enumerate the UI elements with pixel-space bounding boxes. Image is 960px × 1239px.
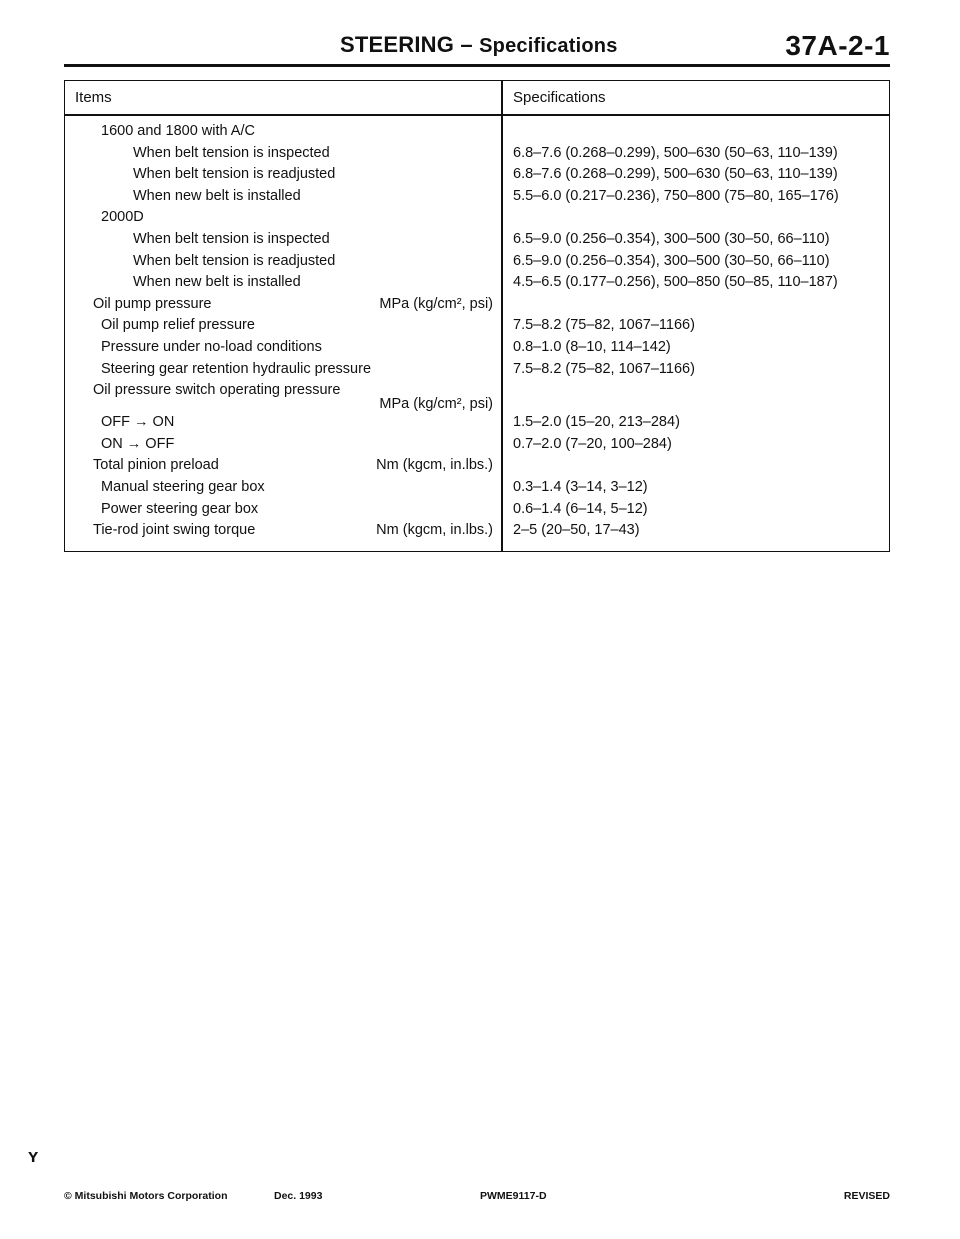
- row-item: 1600 and 1800 with A/C: [101, 123, 255, 139]
- row-item: ON → OFF: [101, 435, 175, 452]
- row-item: Oil pressure switch operating pressure: [93, 382, 341, 399]
- table-row: [65, 143, 889, 165]
- row-item: When new belt is installed: [133, 187, 301, 204]
- page-footer: [64, 1190, 890, 1210]
- title-separator: –: [454, 32, 480, 57]
- row-specification: 7.5–8.2 (75–82, 1067–1166): [513, 360, 695, 377]
- row-item: When new belt is installed: [133, 274, 301, 291]
- footer-date: Dec. 1993: [274, 1190, 323, 1202]
- section-subtitle: Specifications: [479, 35, 618, 57]
- column-header-items: Items: [75, 89, 112, 106]
- row-unit: MPa (kg/cm², psi): [379, 396, 493, 413]
- column-header-specifications: Specifications: [513, 89, 606, 106]
- table-row: [65, 315, 889, 337]
- table-body: [65, 121, 889, 542]
- row-specification: 7.5–8.2 (75–82, 1067–1166): [513, 317, 695, 334]
- row-item: Power steering gear box: [101, 500, 259, 517]
- row-item: OFF → ON: [101, 414, 175, 431]
- table-row: [65, 337, 889, 359]
- row-item: Oil pump relief pressure: [101, 317, 255, 334]
- row-specification: 5.5–6.0 (0.217–0.236), 750–800 (75–80, 165–176): [513, 187, 839, 204]
- row-specification: 6.5–9.0 (0.256–0.354), 300–500 (30–50, 66–110): [513, 252, 830, 269]
- footer-status: REVISED: [843, 1190, 890, 1202]
- header-row-rule: [65, 114, 889, 116]
- row-specification: 1.5–2.0 (15–20, 213–284): [513, 414, 680, 431]
- page-title: [340, 32, 618, 58]
- row-item: When belt tension is readjusted: [133, 166, 336, 183]
- row-unit: MPa (kg/cm², psi): [379, 295, 493, 312]
- row-specification: 0.7–2.0 (7–20, 100–284): [513, 435, 672, 452]
- corner-mark: ʏ: [28, 1146, 39, 1166]
- row-unit: Nm (kgcm, in.lbs.): [376, 457, 493, 474]
- table-row: [65, 434, 889, 456]
- row-item: Tie-rod joint swing torque: [93, 522, 256, 539]
- row-specification: 6.5–9.0 (0.256–0.354), 300–500 (30–50, 66–110): [513, 230, 830, 247]
- row-specification: 0.6–1.4 (6–14, 5–12): [513, 500, 648, 517]
- row-item: When belt tension is readjusted: [133, 252, 336, 269]
- table-row: [65, 477, 889, 499]
- row-specification: 6.8–7.6 (0.268–0.299), 500–630 (50–63, 110–139): [513, 144, 838, 161]
- row-unit: Nm (kgcm, in.lbs.): [376, 522, 493, 539]
- row-specification: 4.5–6.5 (0.177–0.256), 500–850 (50–85, 110–187): [513, 274, 838, 291]
- row-item: 2000D: [101, 209, 144, 226]
- table-row: [65, 229, 889, 251]
- row-item: Steering gear retention hydraulic pressure: [101, 360, 372, 377]
- table-row: [65, 499, 889, 521]
- table-row: [65, 272, 889, 294]
- section-title: STEERING: [340, 32, 455, 57]
- table-row: [65, 380, 889, 412]
- page-header: [64, 30, 890, 64]
- row-item: When belt tension is inspected: [133, 144, 330, 161]
- header-rule: [64, 64, 890, 67]
- table-row: [65, 207, 889, 229]
- page-number: 37A-2-1: [785, 30, 890, 61]
- table-row: [65, 164, 889, 186]
- table-row: [65, 186, 889, 208]
- table-row: [65, 455, 889, 477]
- footer-document-code: PWME9117-D: [480, 1190, 547, 1202]
- row-item: Total pinion preload: [93, 457, 219, 474]
- table-row: [65, 121, 889, 143]
- row-item: Oil pump pressure: [93, 295, 212, 312]
- row-specification: 6.8–7.6 (0.268–0.299), 500–630 (50–63, 110–139): [513, 166, 838, 183]
- table-row: [65, 412, 889, 434]
- row-specification: 0.3–1.4 (3–14, 3–12): [513, 478, 648, 495]
- row-item: Manual steering gear box: [101, 478, 265, 495]
- row-specification: 2–5 (20–50, 17–43): [513, 522, 640, 539]
- row-item: Pressure under no-load conditions: [101, 338, 322, 355]
- row-specification: 0.8–1.0 (8–10, 114–142): [513, 338, 671, 355]
- table-row: [65, 359, 889, 381]
- specifications-table: [64, 80, 890, 552]
- table-row: [65, 520, 889, 542]
- footer-copyright: © Mitsubishi Motors Corporation: [64, 1190, 228, 1202]
- table-row: [65, 294, 889, 316]
- row-item: When belt tension is inspected: [133, 230, 330, 247]
- table-row: [65, 251, 889, 273]
